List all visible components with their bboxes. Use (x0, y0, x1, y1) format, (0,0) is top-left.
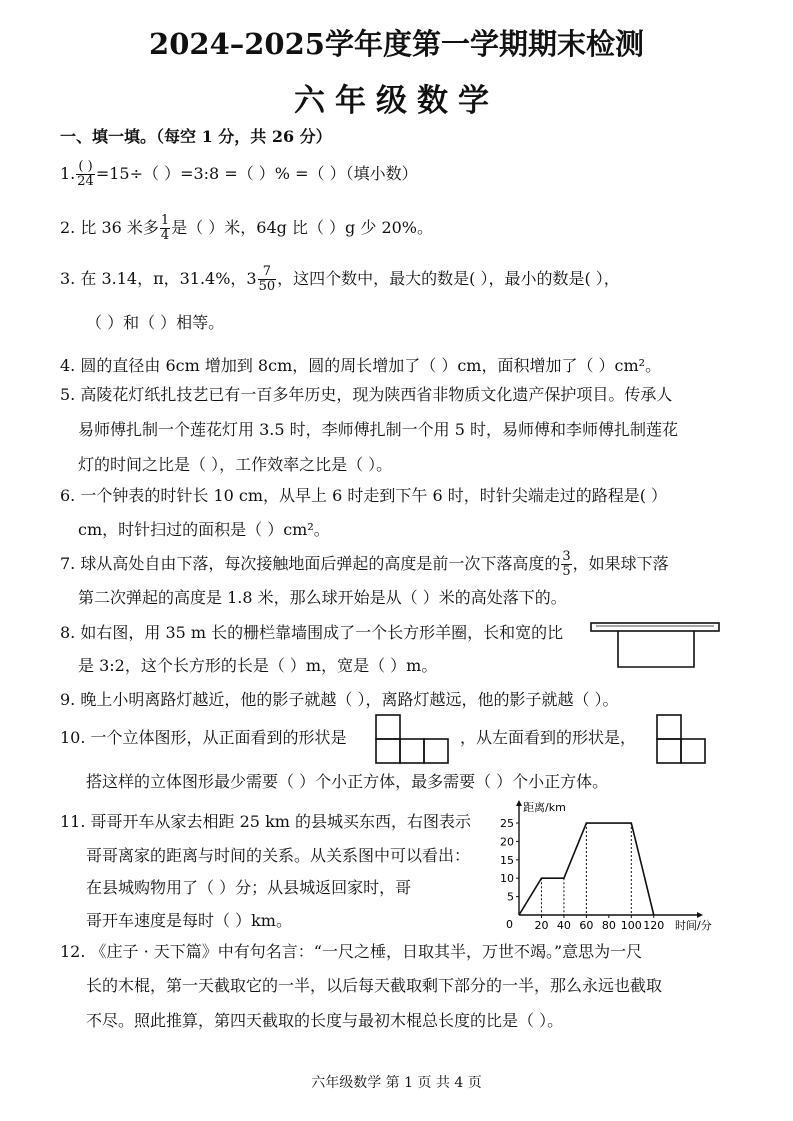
question-7 (60, 550, 669, 579)
section-heading: 一、填一填。（每空 1 分，共 26 分） (60, 127, 332, 146)
fraction-denominator: 50 (258, 279, 276, 294)
question-7-text-a: 7. 球从高处自由下落，每次接触地面后弹起的高度是前一次下落高度的 (60, 554, 561, 573)
y-axis-label: 距离/km (523, 801, 566, 814)
question-3-line-2: （ ）和（ ）相等。 (86, 313, 225, 332)
wall (591, 623, 719, 631)
y-axis-arrow (516, 800, 522, 806)
question-10-text-b: ，从左面看到的形状是， (460, 728, 637, 747)
fraction-denominator: 4 (160, 228, 170, 243)
question-12-line-3: 不尽。照此推算，第四天截取的长度与最初木棍总长度的比是（ ）。 (86, 1011, 564, 1030)
question-9: 9. 晚上小明离路灯越近，他的影子就越（ ），离路灯越远，他的影子就越（ ）。 (60, 690, 619, 709)
fraction-denominator: 5 (562, 564, 571, 579)
x-tick-label: 80 (601, 919, 616, 932)
x-tick-label: 120 (643, 919, 665, 932)
question-2-text-b: 是（ ）米，64g 比（ ）g 少 20%。 (171, 218, 434, 237)
x-tick-label: 40 (556, 919, 571, 932)
front-view-square (376, 739, 400, 763)
question-7-text-b: ，如果球下落 (572, 554, 669, 573)
question-3-fraction (258, 265, 277, 294)
sheep-pen-diagram (588, 620, 723, 672)
distance-time-chart (497, 800, 727, 935)
question-8-line-1: 8. 如右图，用 35 m 长的栅栏靠墙围成了一个长方形羊圈，长和宽的比 (60, 623, 564, 642)
question-5-line-2: 易师傅扎制一个莲花灯用 3.5 时，李师傅扎制一个用 5 时，易师傅和李师傅扎制莲花 (78, 420, 678, 439)
front-view-square (424, 739, 448, 763)
fraction-numerator: 1 (160, 213, 170, 228)
question-2-fraction (160, 214, 170, 243)
question-7-fraction (561, 550, 571, 579)
question-3-text-b: ，这四个数中，最大的数是( ），最小的数是( ）， (277, 269, 620, 288)
left-view-square (657, 715, 681, 739)
y-tick-label: 15 (500, 853, 514, 867)
question-5-line-1: 5. 高陵花灯纸扎技艺已有一百多年历史，现为陕西省非物质文化遗产保护项目。传承人 (60, 385, 673, 404)
left-view-square (681, 739, 705, 763)
fraction-denominator: 24 (77, 174, 94, 189)
question-11-line-4: 哥开车速度是每时（ ）km。 (86, 911, 292, 930)
origin-label: 0 (506, 918, 513, 931)
x-tick-label: 60 (579, 919, 594, 932)
y-tick-label: 20 (500, 835, 514, 849)
x-tick-label: 100 (620, 919, 642, 932)
question-11-line-2: 哥哥离家的距离与时间的关系。从关系图中可以看出： (86, 846, 471, 865)
question-10-line-2: 搭这样的立体图形最少需要（ ）个小正方体，最多需要（ ）个小正方体。 (86, 772, 609, 791)
question-1-fraction (76, 160, 95, 189)
fraction-numerator: ( ) (76, 160, 95, 175)
x-axis-label: 时间/分 (675, 919, 712, 932)
question-2 (60, 214, 433, 243)
question-1-number: 1. (60, 164, 76, 183)
exam-title: 2024–2025学年度第一学期期末检测 (149, 27, 644, 61)
x-axis-arrow (697, 912, 703, 918)
question-4: 4. 圆的直径由 6cm 增加到 8cm，圆的周长增加了（ ）cm，面积增加了（ ）cm²。 (60, 356, 662, 375)
fence (618, 631, 694, 667)
question-12-line-1: 12. 《庄子 · 天下篇》中有句名言：“一尺之棰，日取其半，万世不竭。”意思为一尺 (60, 942, 643, 961)
exam-subtitle: 六年级数学 (294, 83, 499, 119)
fraction-numerator: 7 (258, 265, 277, 280)
y-tick-label: 10 (500, 872, 514, 886)
question-2-text-a: 2. 比 36 米多 (60, 218, 159, 237)
y-tick-label: 5 (507, 890, 514, 904)
question-12-line-2: 长的木棍，第一天截取它的一半，以后每天截取剩下部分的一半，那么永远也截取 (86, 976, 663, 995)
question-11-line-3: 在县城购物用了（ ）分；从县城返回家时，哥 (86, 878, 412, 897)
front-view-figure (374, 713, 450, 765)
left-view-figure (655, 713, 707, 765)
question-5-line-3: 灯的时间之比是（ ），工作效率之比是（ ）。 (78, 455, 393, 474)
question-6-line-1: 6. 一个钟表的时针长 10 cm，从早上 6 时走到下午 6 时，时针尖端走过的路程是( ） (60, 486, 668, 505)
front-view-square (400, 739, 424, 763)
page-footer: 六年级数学 第 1 页 共 4 页 (311, 1075, 482, 1091)
question-3-text-a: 3. 在 3.14，π，31.4%，3 (60, 269, 257, 288)
question-3 (60, 265, 620, 294)
fraction-numerator: 3 (562, 549, 571, 564)
x-tick-label: 20 (534, 919, 549, 932)
question-8-line-2: 是 3:2，这个长方形的长是（ ）m，宽是（ ）m。 (78, 656, 438, 675)
front-view-square (376, 715, 400, 739)
question-11-line-1: 11. 哥哥开车从家去相距 25 km 的县城买东西，右图表示 (60, 812, 472, 831)
question-6-line-2: cm，时针扫过的面积是（ ）cm²。 (78, 520, 330, 539)
left-view-square (657, 739, 681, 763)
question-1 (60, 160, 418, 189)
y-tick-label: 25 (500, 817, 514, 831)
question-10-text-a: 10. 一个立体图形，从正面看到的形状是 (60, 728, 347, 747)
question-7-line-2: 第二次弹起的高度是 1.8 米，那么球开始是从（ ）米的高处落下的。 (78, 588, 567, 607)
question-1-text: =15÷（ ）=3:8 =（ ）% =（ ）（填小数） (95, 164, 418, 183)
